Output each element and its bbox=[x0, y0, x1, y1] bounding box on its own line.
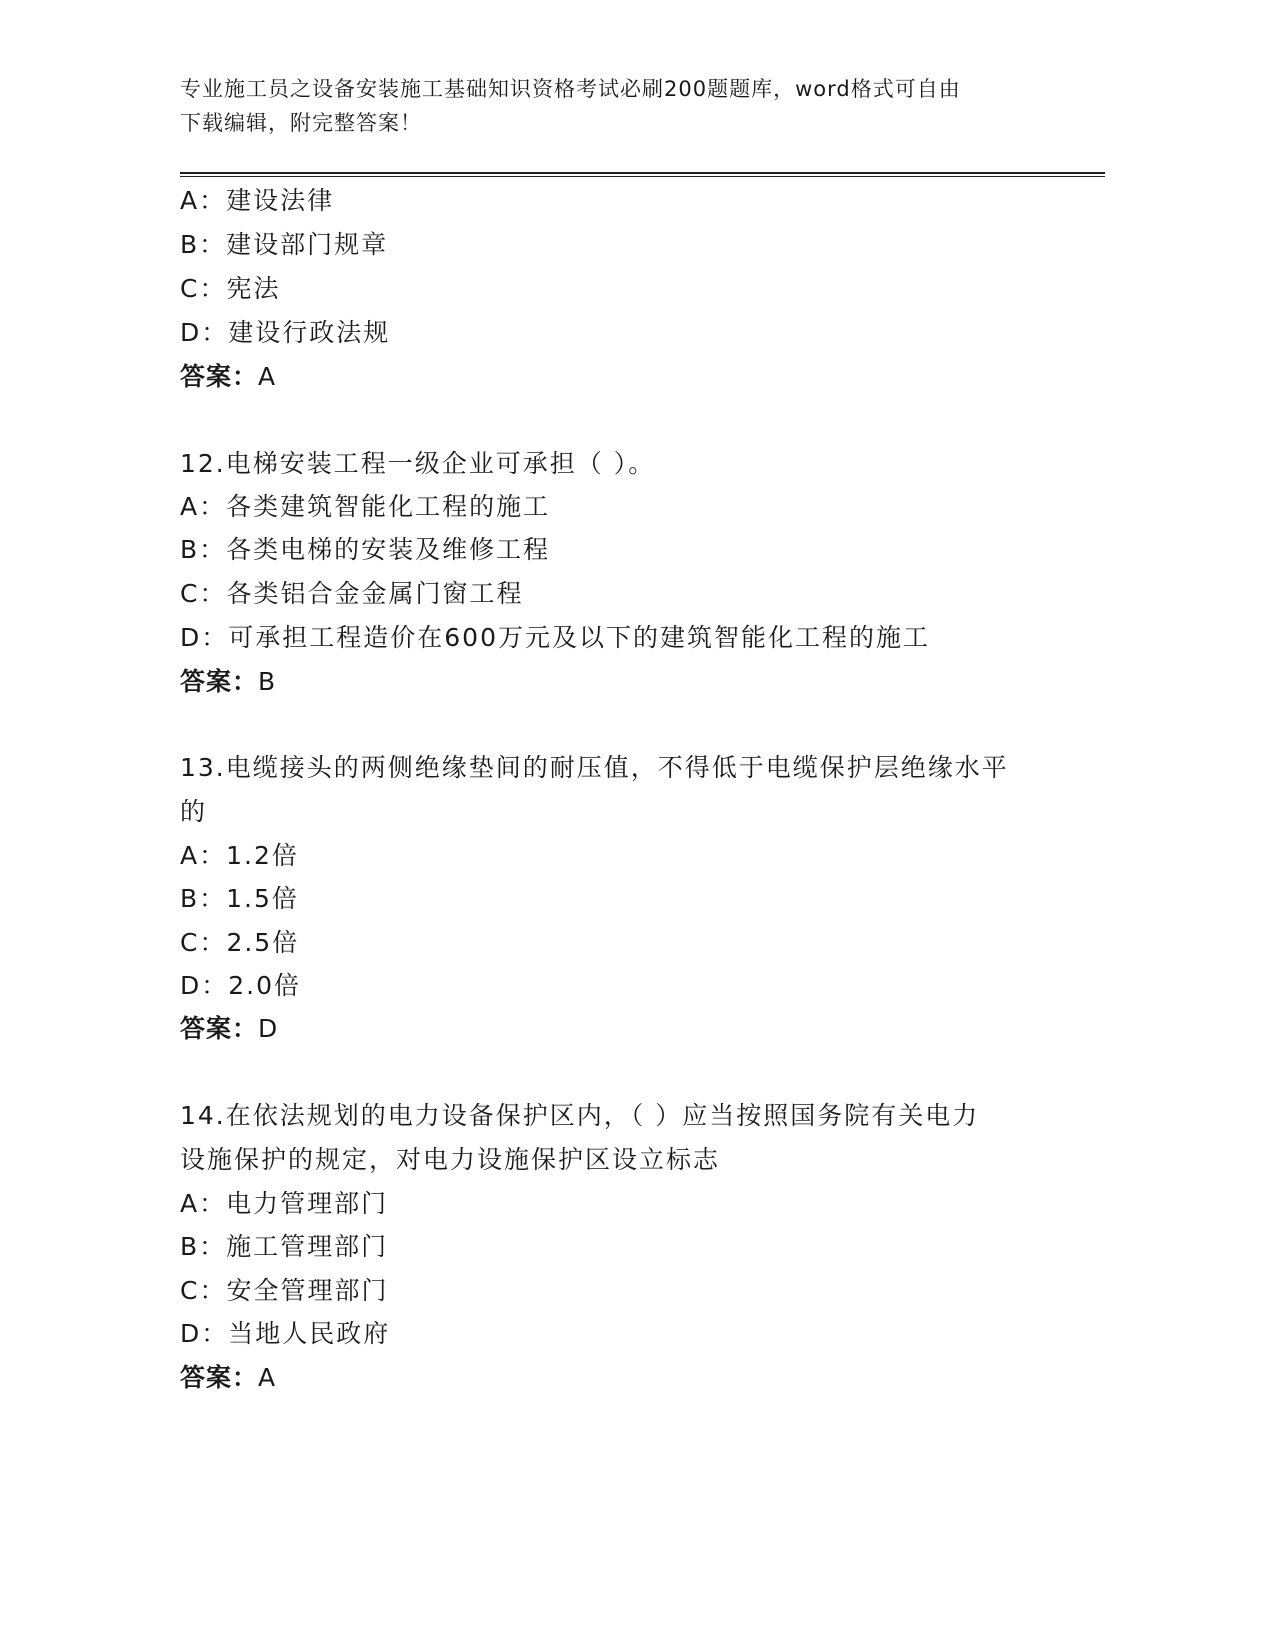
q14-option-c: C：安全管理部门 bbox=[180, 1276, 389, 1305]
q14-option-a: A：电力管理部门 bbox=[180, 1189, 389, 1218]
q12-question: 12.电梯安装工程一级企业可承担（ ）。 bbox=[180, 449, 656, 478]
q12-answer-value: B bbox=[258, 667, 277, 696]
q14-option-b: B：施工管理部门 bbox=[180, 1232, 389, 1261]
q14-answer-value: A bbox=[258, 1363, 277, 1392]
q13-option-c: C：2.5倍 bbox=[180, 928, 300, 957]
q13-option-b: B：1.5倍 bbox=[180, 884, 299, 913]
q12-option-c: C：各类铝合金金属门窗工程 bbox=[180, 579, 524, 608]
q13-answer-value: D bbox=[258, 1014, 279, 1043]
q12-option-a: A：各类建筑智能化工程的施工 bbox=[180, 492, 551, 521]
header-line-1: 专业施工员之设备安装施工基础知识资格考试必刷200题题库，word格式可自由 bbox=[180, 77, 961, 101]
q12-option-d: D：可承担工程造价在600万元及以下的建筑智能化工程的施工 bbox=[180, 623, 930, 652]
q11-answer-value: A bbox=[258, 362, 277, 391]
q13-answer bbox=[180, 1014, 278, 1044]
q13-question-line-2: 的 bbox=[180, 797, 208, 826]
q14-question-line-1: 14.在依法规划的电力设备保护区内，（ ）应当按照国务院有关电力 bbox=[180, 1101, 980, 1130]
q14-option-d: D：当地人民政府 bbox=[180, 1319, 391, 1348]
header-line-2: 下载编辑，附完整答案！ bbox=[180, 111, 422, 135]
q13-option-a: A：1.2倍 bbox=[180, 841, 299, 870]
q11-option-d: D：建设行政法规 bbox=[180, 318, 391, 347]
header-divider bbox=[180, 172, 1105, 177]
q13-answer-label: 答案： bbox=[180, 1014, 259, 1043]
q13-option-d: D：2.0倍 bbox=[180, 971, 302, 1000]
q14-answer bbox=[180, 1363, 276, 1393]
q14-answer-label: 答案： bbox=[180, 1363, 259, 1392]
document-header bbox=[180, 72, 1040, 140]
q14-question-line-2: 设施保护的规定，对电力设施保护区设立标志 bbox=[180, 1145, 721, 1174]
q11-option-c: C：宪法 bbox=[180, 274, 281, 303]
q12-answer bbox=[180, 667, 276, 697]
q11-answer bbox=[180, 362, 276, 392]
q12-option-b: B：各类电梯的安装及维修工程 bbox=[180, 535, 551, 564]
q11-answer-label: 答案： bbox=[180, 362, 259, 391]
document-page bbox=[180, 0, 1105, 1650]
q12-answer-label: 答案： bbox=[180, 667, 259, 696]
q11-option-a: A：建设法律 bbox=[180, 186, 335, 215]
q13-question-line-1: 13.电缆接头的两侧绝缘垫间的耐压值，不得低于电缆保护层绝缘水平 bbox=[180, 753, 1009, 782]
q11-option-b: B：建设部门规章 bbox=[180, 230, 389, 259]
